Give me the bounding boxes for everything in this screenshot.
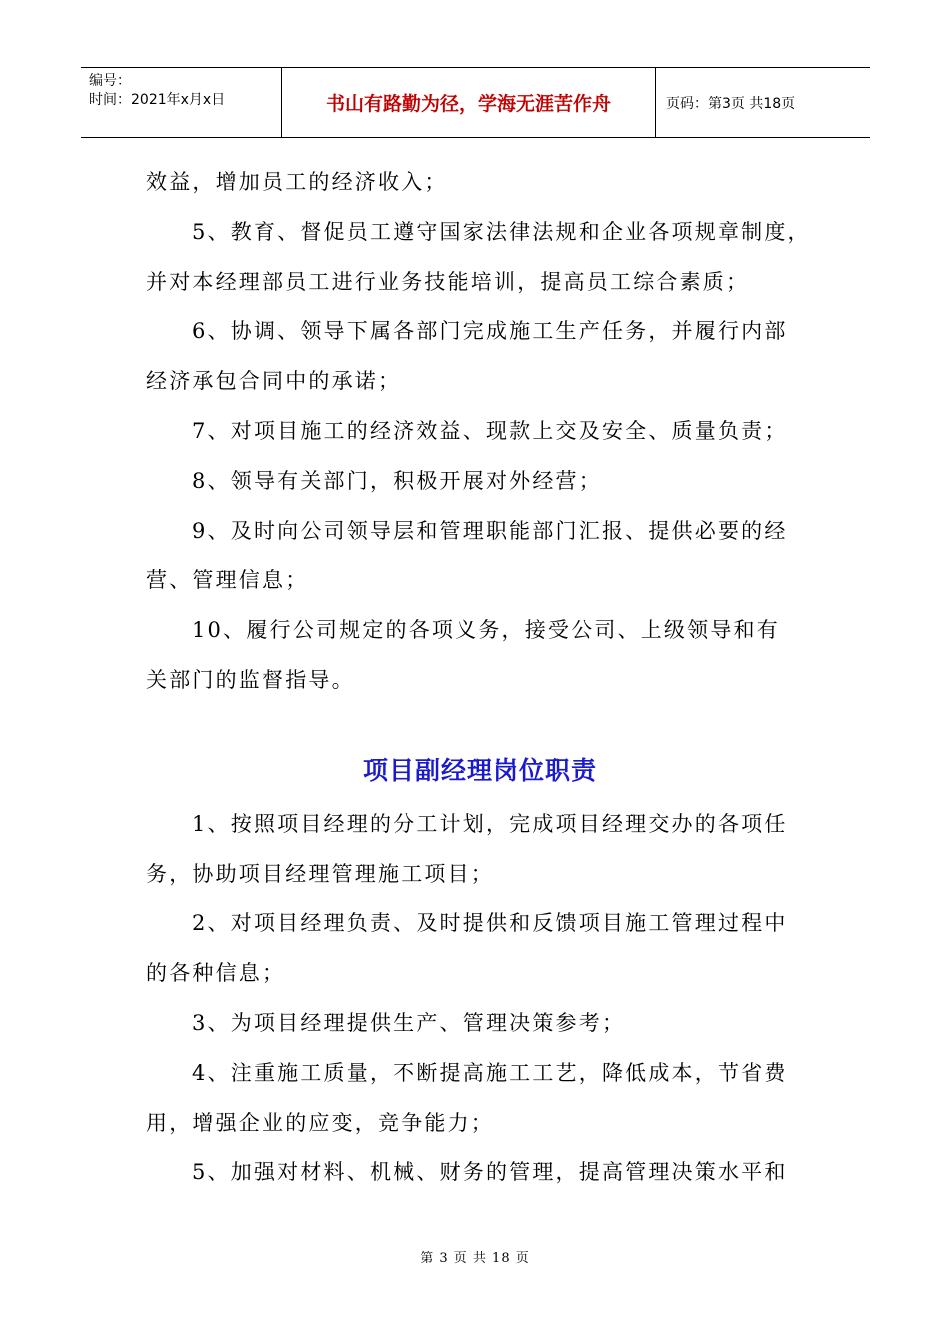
paragraph-line: 3、为项目经理提供生产、管理决策参考；	[192, 1010, 626, 1035]
header-meta	[81, 68, 282, 137]
document-number: 编号：	[89, 73, 131, 89]
paragraph-line: 1、按照项目经理的分工计划，完成项目经理交办的各项任	[192, 811, 788, 836]
paragraph-line: 用，增强企业的应变，竞争能力；	[146, 1110, 494, 1135]
section-title: 项目副经理岗位职责	[362, 755, 597, 785]
paragraph-line: 经济承包合同中的承诺；	[146, 369, 402, 394]
header-page-info: 页码：第3页 共18页	[666, 95, 796, 112]
page-header	[81, 67, 870, 138]
paragraph-line: 8、领导有关部门，积极开展对外经营；	[192, 468, 602, 493]
paragraph-line: 的各种信息；	[146, 961, 286, 986]
paragraph-line: 并对本经理部员工进行业务技能培训，提高员工综合素质；	[146, 269, 750, 294]
paragraph-line: 5、加强对材料、机械、财务的管理，提高管理决策水平和	[192, 1160, 788, 1185]
paragraph-line: 2、对项目经理负责、及时提供和反馈项目施工管理过程中	[192, 911, 788, 936]
paragraph-line: 关部门的监督指导。	[146, 667, 355, 692]
paragraph-line: 7、对项目施工的经济效益、现款上交及安全、质量负责；	[192, 418, 788, 443]
paragraph-line: 营、管理信息；	[146, 568, 309, 593]
paragraph-line: 4、注重施工质量，不断提高施工工艺，降低成本，节省费	[192, 1060, 788, 1085]
paragraph-line: 10、履行公司规定的各项义务，接受公司、上级领导和有	[192, 618, 780, 643]
paragraph-line: 效益，增加员工的经济收入；	[146, 170, 448, 194]
page-footer: 第 3 页 共 18 页	[420, 1251, 530, 1266]
header-motto: 书山有路勤为径，学海无涯苦作舟	[282, 68, 656, 137]
paragraph-line: 6、协调、领导下属各部门完成施工生产任务，并履行内部	[192, 319, 788, 344]
document-body	[146, 158, 814, 1198]
paragraph-line: 5、教育、督促员工遵守国家法律法规和企业各项规章制度，	[192, 219, 811, 244]
paragraph-line: 务，协助项目经理管理施工项目；	[146, 861, 494, 886]
paragraph-line: 9、及时向公司领导层和管理职能部门汇报、提供必要的经	[192, 518, 788, 543]
document-date: 时间：2021年x月x日	[89, 92, 226, 108]
